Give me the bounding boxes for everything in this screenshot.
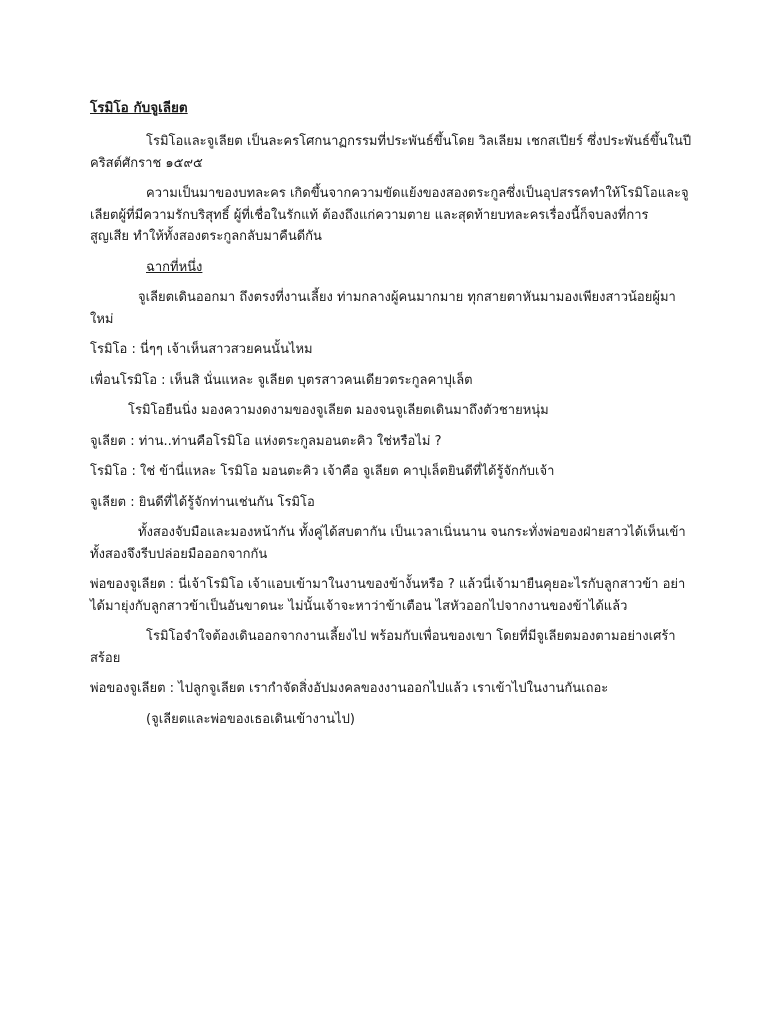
narration-3-line-2: ทั้งสองจึงรีบปล่อยมือออกจากกัน <box>90 546 268 562</box>
dialogue-father-2: พ่อของจูเลียต : ไปลูกจูเลียต เรากำจัดสิ่งอัปมงคลของงานออกไปแล้ว เราเข้าไปในงานกันเถอะ <box>90 681 609 696</box>
intro-2-line-1: ความเป็นมาของบทละคร เกิดขึ้นจากความขัดแย้งของสองตระกูลซึ่งเป็นอุปสรรคทำให้โรมิโอและจู <box>146 186 689 201</box>
narration-4 <box>90 626 680 669</box>
dialogue-friend-1: เพื่อนโรมิโอ : เห็นสิ นั่นแหละ จูเลียต บุตรสาวคนเดียวตระกูลคาปุเล็ต <box>90 372 473 388</box>
scene-heading: ฉากที่หนึ่ง <box>146 259 203 275</box>
narration-1-line-1: จูเลียตเดินออกมา ถึงตรงที่งานเลี้ยง ท่ามกลางผู้คนมากมาย ทุกสายตาหันมามองเพียงสาวน้อยผู้มา <box>138 290 676 305</box>
dialogue-juliet-2: จูเลียต : ยินดีที่ได้รู้จักท่านเช่นกัน โรมิโอ <box>90 494 315 510</box>
dialogue-romeo-2: โรมิโอ : ใช่ ข้านี่แหละ โรมิโอ มอนตะคิว เจ้าคือ จูเลียต คาปุเล็ตยินดีที่ได้รู้จักกับเจ้า <box>90 464 555 479</box>
intro-2-line-3: สูญเสีย ทำให้ทั้งสองตระกูลกลับมาคืนดีกัน <box>90 229 322 244</box>
intro-2-line-2: เลียตผู้ที่มีความรักบริสุทธิ์ ผู้ที่เชื่อในรักแท้ ต้องถึงแก่ความตาย และสุดท้ายบทละครเรื่องนี้ก็จบลงที่การ <box>90 207 649 223</box>
dialogue-father-1 <box>90 574 686 617</box>
narration-3-line-1: ทั้งสองจับมือและมองหน้ากัน ทั้งคู่ได้สบตากัน เป็นเวลาเนิ่นนาน จนกระทั่งพ่อของฝ่ายสาวได้เห็นเข้า <box>138 525 686 540</box>
intro-paragraph-2 <box>90 183 689 248</box>
dialogue-romeo-1: โรมิโอ : นี่ๆๆ เจ้าเห็นสาวสวยคนนั้นไหม <box>90 342 313 357</box>
document-title: โรมิโอ กับจูเลียต <box>90 100 188 116</box>
stage-direction: (จูเลียตและพ่อของเธอเดินเข้างานไป) <box>146 711 355 727</box>
intro-paragraph-1 <box>90 131 692 174</box>
dialogue-father-1-line-1: พ่อของจูเลียต : นี่เจ้าโรมิโอ เจ้าแอบเข้ามาในงานของข้างั้นหรือ ? แล้วนี่เจ้ามายืนคุยอะไรกับลูกสาวข้า อย่า <box>90 577 686 592</box>
intro-1-line-1: โรมิโอและจูเลียต เป็นละครโศกนาฏกรรมที่ประพันธ์ขึ้นโดย วิลเลียม เชกสเปียร์ ซึ่งประพันธ์ขึ้นในปี <box>146 134 692 149</box>
narration-4-line-1: โรมิโอจำใจต้องเดินออกจากงานเลี้ยงไป พร้อมกับเพื่อนของเขา โดยที่มีจูเลียตมองตามอย่างเศร้า <box>146 629 676 644</box>
dialogue-juliet-1: จูเลียต : ท่าน..ท่านคือโรมิโอ แห่งตระกูลมอนตะคิว ใช่หรือไม่ ? <box>90 433 442 449</box>
narration-2: โรมิโอยืนนิ่ง มองความงดงามของจูเลียต มองจนจูเลียตเดินมาถึงตัวชายหนุ่ม <box>128 403 549 418</box>
narration-1-line-2: ใหม่ <box>90 311 114 327</box>
dialogue-father-1-line-2: ได้มายุ่งกับลูกสาวข้าเป็นอันขาดนะ ไม่นั้นเจ้าจะหาว่าข้าเตือน ไสหัวออกไปจากงานของข้าได้แล้ว <box>90 598 628 614</box>
narration-1 <box>90 287 680 330</box>
narration-3 <box>90 522 686 565</box>
intro-1-line-2: คริสต์ศักราช ๑๕๙๕ <box>90 155 203 171</box>
narration-4-line-2: สร้อย <box>90 650 121 666</box>
